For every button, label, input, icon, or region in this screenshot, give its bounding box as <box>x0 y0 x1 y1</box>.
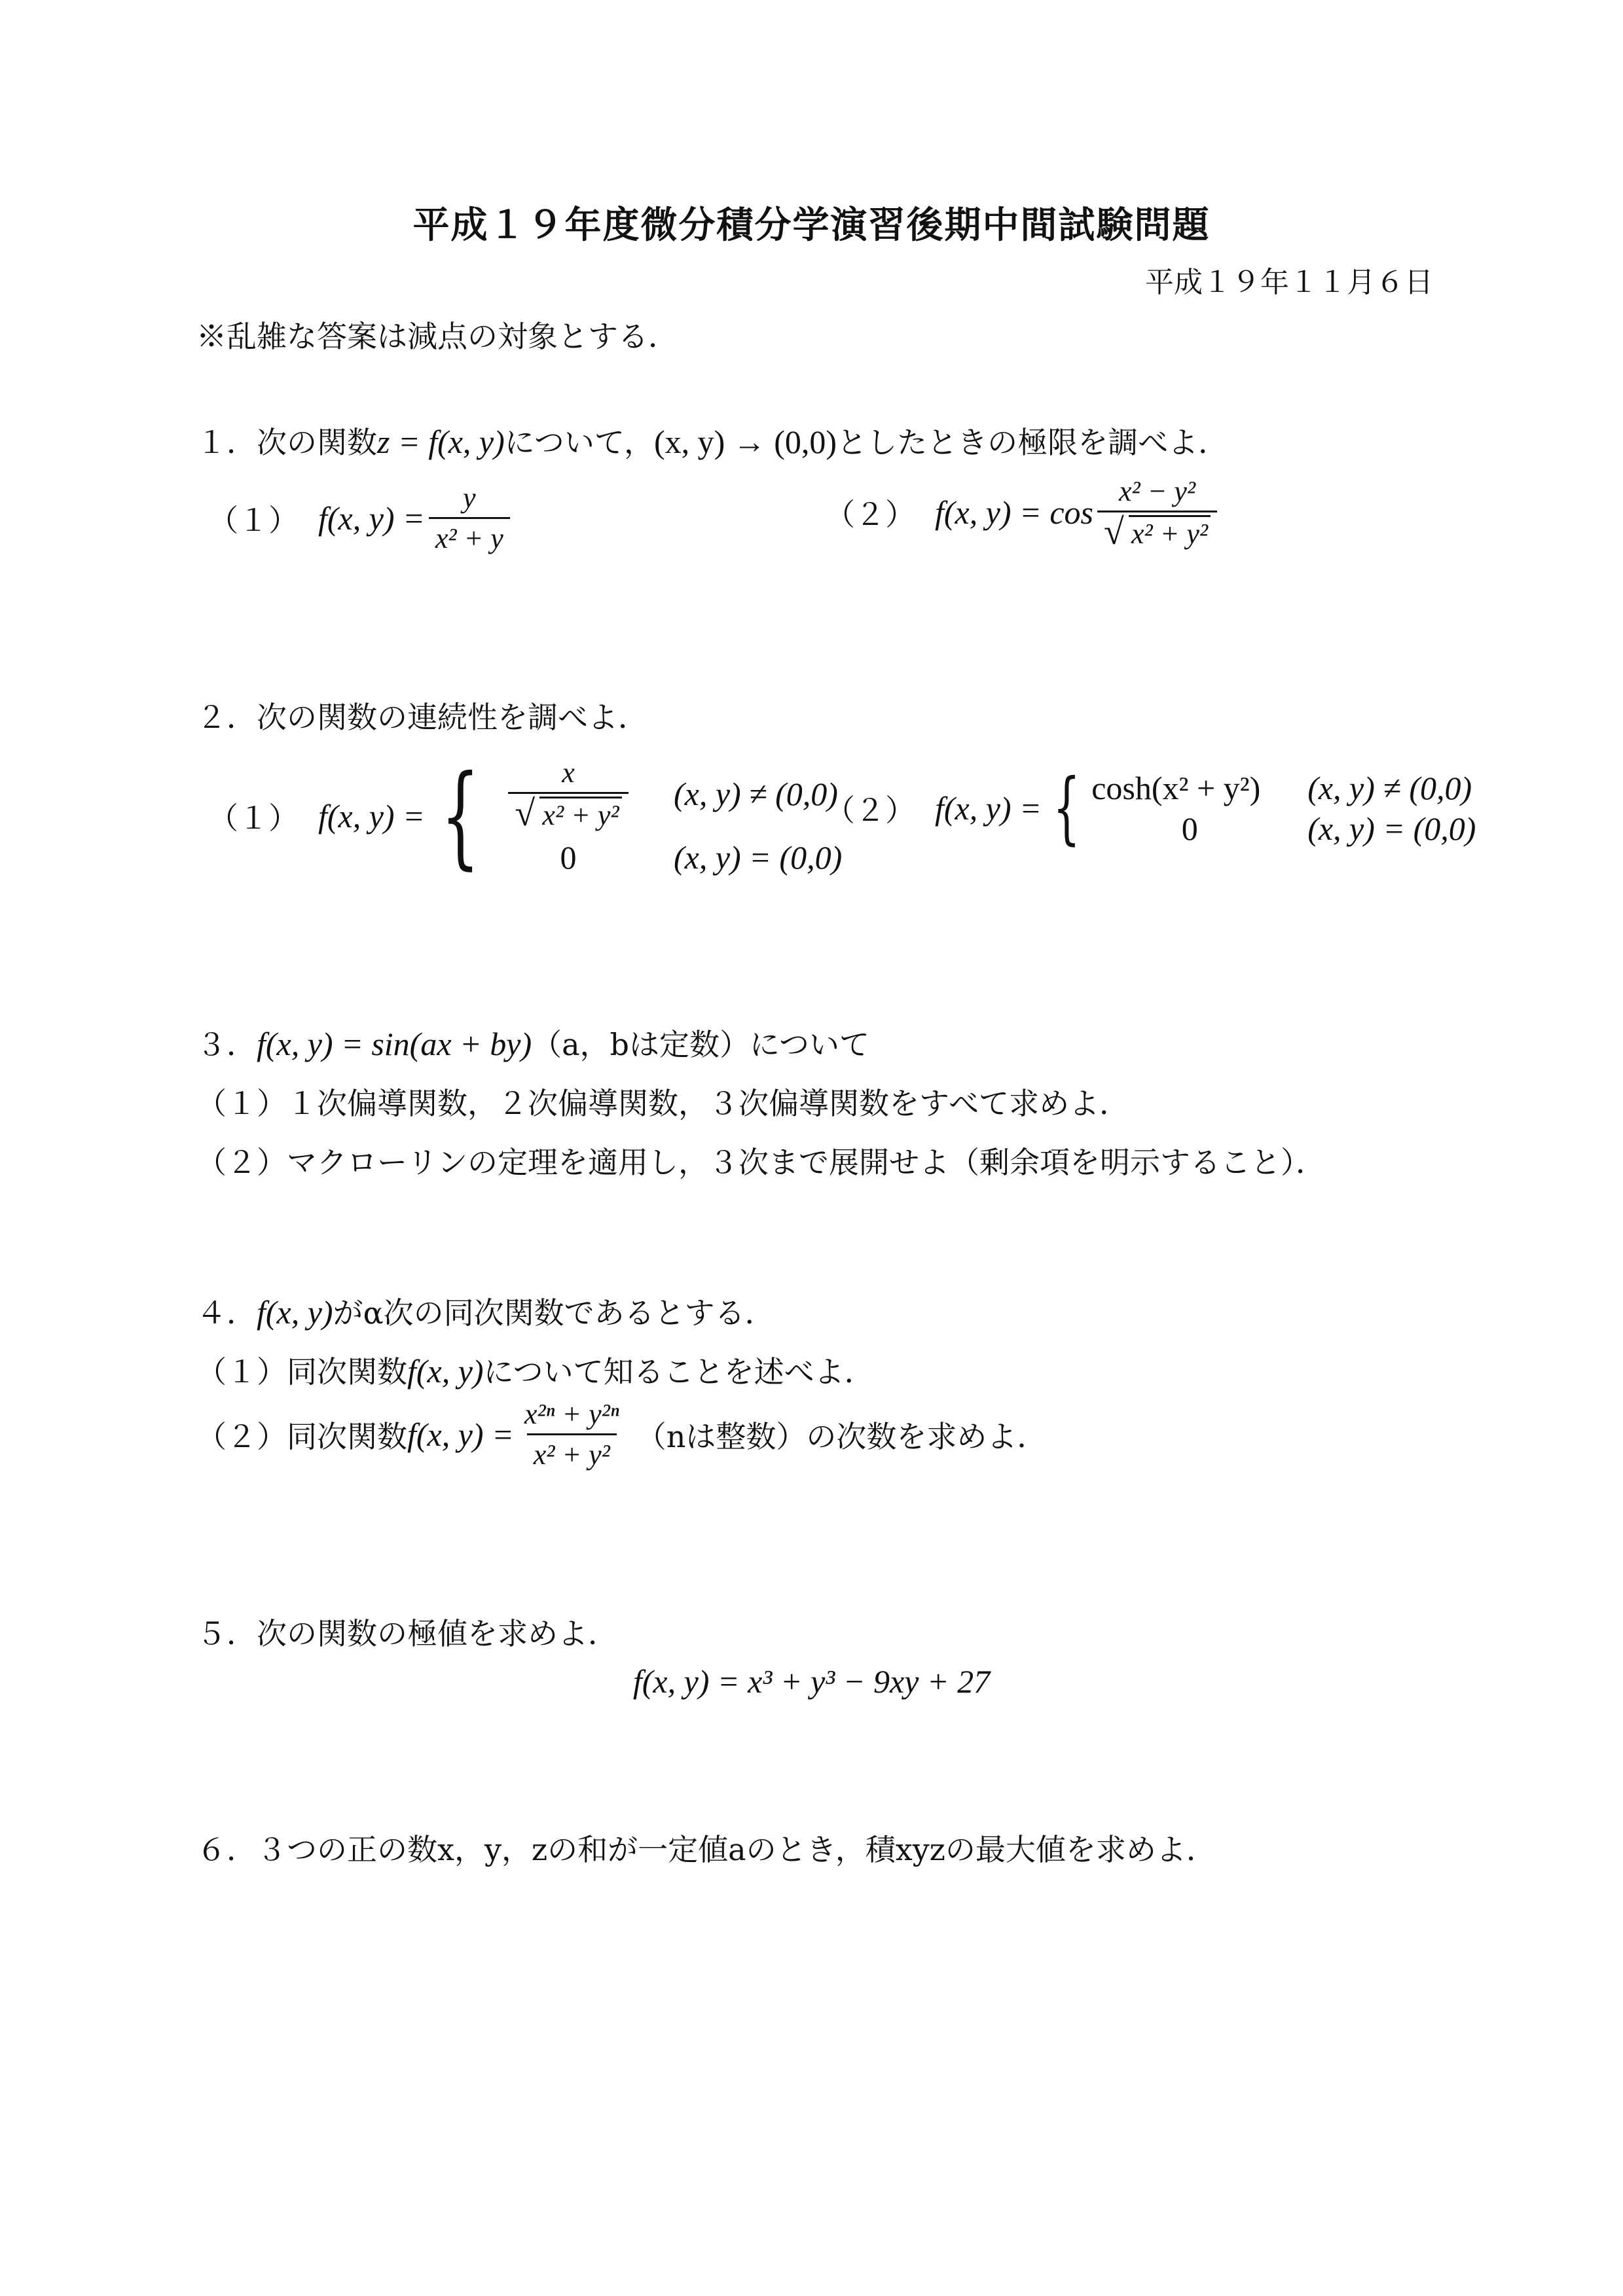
function-expression: f(x, y) <box>257 1294 333 1331</box>
fraction <box>1097 475 1217 550</box>
part-label: （２） <box>825 793 915 828</box>
exam-date: 平成１９年１１月６日 <box>1145 266 1433 299</box>
question-5-stem: ５．次の関数の極値を求めよ． <box>196 1616 618 1651</box>
denominator: x² + y² <box>527 1433 617 1471</box>
denominator: x² + y <box>429 517 510 555</box>
stem-text: 次の関数 <box>257 425 377 460</box>
grading-note: ※乱雑な答案は減点の対象とする． <box>196 319 678 354</box>
fraction <box>518 1397 626 1471</box>
question-3-stem <box>196 1021 869 1064</box>
case-rows <box>496 756 842 876</box>
condition: (x, y) ≠ (0,0) <box>674 776 838 812</box>
radicand: x² + y² <box>1129 515 1211 550</box>
function-lhs: f(x, y) = <box>935 790 1042 827</box>
question-number: ４． <box>196 1295 257 1331</box>
function-lhs: f(x, y) = cos <box>935 494 1093 531</box>
question-number: ３． <box>196 1027 257 1062</box>
question-4-part-1 <box>196 1348 875 1391</box>
piecewise-definition <box>1042 762 1476 853</box>
function-expression: f(x, y) <box>407 1353 484 1390</box>
denominator <box>508 792 628 832</box>
numerator: x²ⁿ + y²ⁿ <box>524 1398 619 1430</box>
question-2-part-1 <box>208 751 843 881</box>
case-row <box>496 838 842 876</box>
radical-sign: √ <box>515 793 536 834</box>
condition: (x, y) = (0,0) <box>1307 810 1476 847</box>
condition: (x, y) ≠ (0,0) <box>1307 770 1472 806</box>
function-lhs: f(x, y) = <box>318 798 425 834</box>
part-label: （１） <box>208 502 299 538</box>
question-1-part-1 <box>208 481 514 555</box>
denominator <box>1097 511 1217 550</box>
numerator: x² − y² <box>1118 475 1196 507</box>
numerator: y <box>463 482 476 514</box>
piecewise-definition <box>425 751 843 881</box>
sqrt <box>515 793 621 834</box>
question-4-stem <box>196 1289 775 1333</box>
part-text: （２）同次関数 <box>196 1418 407 1454</box>
case-rows <box>1091 769 1476 848</box>
case-value: 0 <box>1181 810 1198 847</box>
radicand: x² + y² <box>539 797 621 832</box>
part-label: （１） <box>208 800 299 836</box>
case-row <box>1091 769 1476 807</box>
case-value: 0 <box>560 839 577 876</box>
function-expression: f(x, y) = sin(ax + by) <box>257 1026 532 1062</box>
part-text: （nは整数）の次数を求めよ． <box>636 1418 1048 1454</box>
case-row <box>496 756 842 832</box>
stem-text: （a，bは定数）について <box>532 1027 870 1062</box>
question-6-text: ６．３つの正の数x，y，zの和が一定値aのとき，積xyzの最大値を求めよ． <box>196 1832 1216 1867</box>
stem-text: について， <box>504 425 654 460</box>
question-2-stem: ２．次の関数の連続性を調べよ． <box>196 700 648 735</box>
part-text: について知ることを述べよ． <box>483 1354 875 1390</box>
question-number: １． <box>196 425 257 460</box>
exam-title: 平成１９年度微分積分学演習後期中間試験問題 <box>412 204 1211 247</box>
function-lhs: f(x, y) = <box>407 1416 514 1453</box>
radical-sign: √ <box>1103 512 1124 552</box>
sqrt <box>1103 512 1211 552</box>
case-row <box>1091 810 1476 848</box>
left-brace: { <box>1053 762 1081 853</box>
stem-text: としたときの極限を調べよ． <box>837 425 1229 460</box>
function-expression: z = f(x, y) <box>377 423 505 460</box>
question-2-part-2 <box>825 762 1476 853</box>
case-value: cosh(x² + y²) <box>1091 770 1261 806</box>
question-3-part-1: （１）１次偏導関数，２次偏導関数，３次偏導関数をすべて求めよ． <box>196 1086 1130 1121</box>
left-brace: { <box>441 751 480 881</box>
numerator: x <box>562 757 575 789</box>
stem-text: がα次の同次関数であるとする． <box>333 1295 775 1331</box>
limit-expression: (x, y) → (0,0) <box>653 423 837 460</box>
part-label: （２） <box>825 497 915 532</box>
question-5-formula: f(x, y) = x³ + y³ − 9xy + 27 <box>632 1663 991 1700</box>
question-4-part-2 <box>196 1397 1047 1471</box>
question-1-stem <box>196 419 1228 462</box>
condition: (x, y) = (0,0) <box>674 839 843 876</box>
function-lhs: f(x, y) = <box>318 499 425 537</box>
question-3-part-2: （２）マクローリンの定理を適用し，３次まで展開せよ（剰余項を明示すること）． <box>196 1145 1326 1180</box>
part-text: （１）同次関数 <box>196 1354 407 1390</box>
question-1-part-2 <box>825 475 1221 550</box>
fraction <box>429 481 510 555</box>
fraction <box>500 756 637 832</box>
